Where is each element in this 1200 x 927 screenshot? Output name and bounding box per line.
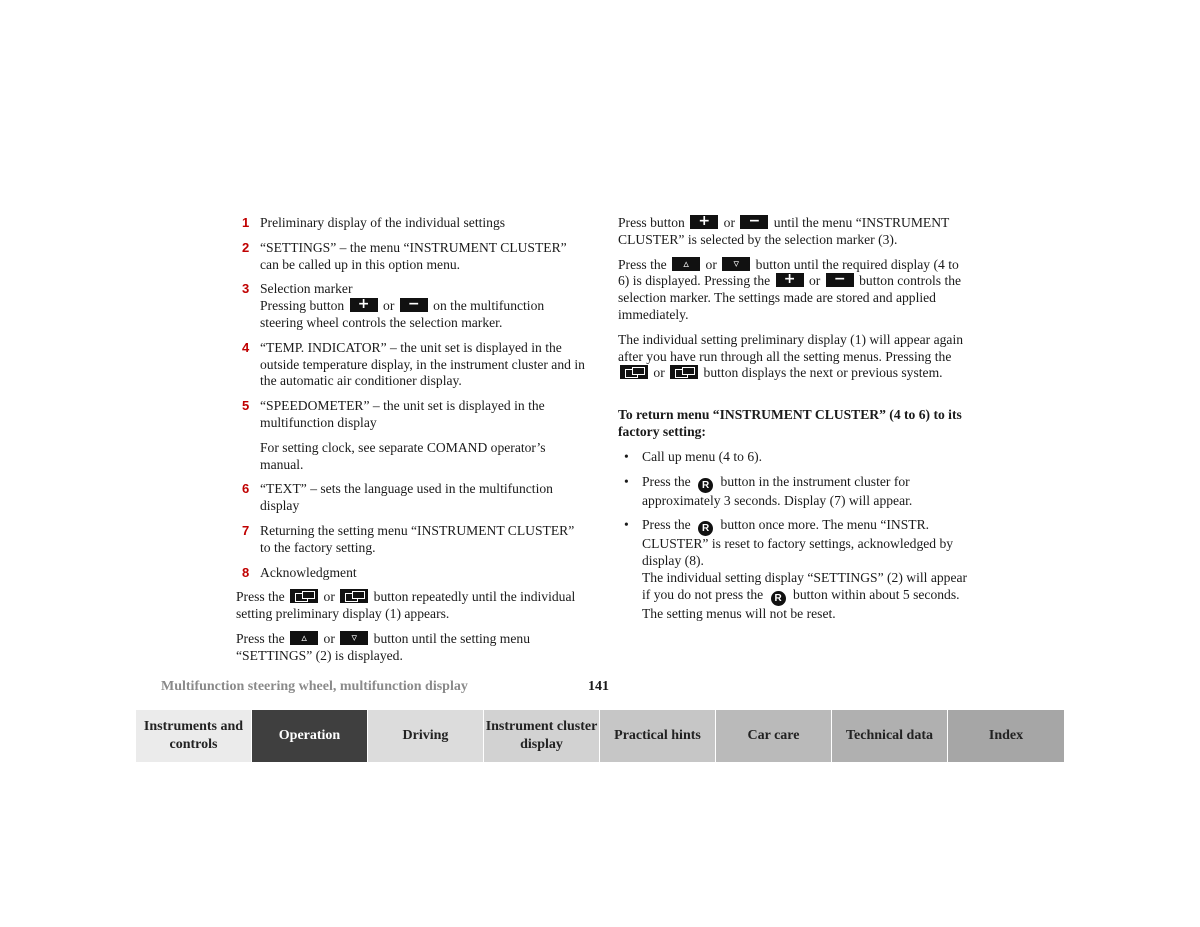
list-item xyxy=(236,281,586,331)
minus-key-icon: − xyxy=(740,215,768,229)
chapter-nav xyxy=(136,710,1064,762)
item-number: 7 xyxy=(242,522,250,538)
item-number: 1 xyxy=(242,215,250,230)
item-text: Preliminary display of the individual settings xyxy=(260,215,506,230)
paragraph xyxy=(618,257,970,324)
tab-car-care[interactable]: Car care xyxy=(716,710,832,762)
bullet-item xyxy=(618,517,970,622)
text: button within about 5 seconds. The setting menus will not be reset. xyxy=(642,586,960,621)
section-title: Multifunction steering wheel, multifunction display xyxy=(161,679,468,694)
reset-button-icon: R xyxy=(698,478,713,493)
bullet-item xyxy=(618,449,970,466)
reset-button-icon: R xyxy=(771,591,786,606)
section-heading: To return menu “INSTRUMENT CLUSTER” (4 to 6) to its factory setting: xyxy=(618,407,962,439)
minus-key-icon: − xyxy=(400,298,428,312)
paragraph xyxy=(236,631,586,665)
item-subtext: Pressing button xyxy=(260,298,345,314)
list-item xyxy=(236,340,586,390)
text: Press the xyxy=(642,473,691,489)
scroll-down-key-icon: ▿ xyxy=(722,257,750,271)
item-text: Acknowledgment xyxy=(260,564,357,580)
plus-key-icon: + xyxy=(350,298,378,312)
list-item xyxy=(236,215,586,232)
item-number: 4 xyxy=(242,339,250,355)
text: Call up menu (4 to 6). xyxy=(642,448,763,464)
tab-driving[interactable]: Driving xyxy=(368,710,484,762)
item-number: 6 xyxy=(242,481,250,497)
scroll-up-key-icon: ▵ xyxy=(290,631,318,645)
scroll-up-key-icon: ▵ xyxy=(672,257,700,271)
system-next-key-icon xyxy=(670,365,698,379)
text: button repeatedly until the individual setting preliminary display (1) appears. xyxy=(236,589,576,622)
tab-index[interactable]: Index xyxy=(948,710,1064,762)
paragraph xyxy=(236,589,586,623)
text: Press the xyxy=(236,589,285,605)
tab-practical-hints[interactable]: Practical hints xyxy=(600,710,716,762)
text: Press button xyxy=(618,215,685,230)
right-column xyxy=(618,215,970,631)
or-text: or xyxy=(653,365,665,381)
item-text: “SETTINGS” – the menu “INSTRUMENT CLUSTER” can be called up in this option menu. xyxy=(260,239,567,272)
system-prev-key-icon xyxy=(620,365,648,379)
or-text: or xyxy=(723,215,735,230)
text: The individual setting display “SETTINGS” (2) will appear if you do not press the xyxy=(642,569,968,602)
text: button until the setting menu “SETTINGS” (2) is displayed. xyxy=(236,630,530,663)
list-item xyxy=(236,523,586,557)
paragraph xyxy=(618,332,970,382)
item-number: 8 xyxy=(242,564,250,580)
tab-instruments-and-controls[interactable]: Instruments and controls xyxy=(136,710,252,762)
list-item xyxy=(236,398,586,473)
left-column xyxy=(236,215,586,673)
or-text: or xyxy=(383,298,395,314)
tab-operation[interactable]: Operation xyxy=(252,710,368,762)
text: Press the xyxy=(618,256,667,272)
item-number: 2 xyxy=(242,239,250,255)
bullet-icon: • xyxy=(624,517,629,533)
bullet-icon: • xyxy=(624,448,629,464)
reset-button-icon: R xyxy=(698,521,713,536)
page-number: 141 xyxy=(588,679,609,694)
list-item xyxy=(236,565,586,582)
text: button controls the selection marker. The settings made are stored and applied immediately. xyxy=(618,273,962,322)
or-text: or xyxy=(808,273,821,289)
text: button once more. The menu “INSTR. CLUSTER” is reset to factory settings, acknowledged by display (8). xyxy=(642,517,954,569)
item-text: “TEMP. INDICATOR” – the unit set is displayed in the outside temperature display, in the instrument cluster and in the automatic air conditioner display. xyxy=(260,339,585,389)
item-number: 5 xyxy=(242,398,250,414)
plus-key-icon: + xyxy=(690,215,718,229)
system-prev-key-icon xyxy=(290,589,318,603)
text: The individual setting preliminary display (1) will appear again after you have run through all the setting menus. Pressing the xyxy=(618,331,964,364)
or-text: or xyxy=(323,630,335,646)
item-note: For setting clock, see separate COMAND operator’s manual. xyxy=(260,439,546,472)
or-text: or xyxy=(705,256,717,272)
tab-technical-data[interactable]: Technical data xyxy=(832,710,948,762)
paragraph xyxy=(618,215,970,249)
system-next-key-icon xyxy=(340,589,368,603)
tab-instrument-cluster-display[interactable]: Instrument cluster display xyxy=(484,710,600,762)
text: button displays the next or previous system. xyxy=(703,365,943,381)
scroll-down-key-icon: ▿ xyxy=(340,631,368,645)
text: button in the instrument cluster for approximately 3 seconds. Display (7) will appear. xyxy=(642,473,913,508)
item-number: 3 xyxy=(242,281,250,297)
text: Press the xyxy=(642,517,691,533)
list-item xyxy=(236,481,586,515)
bullet-item xyxy=(618,474,970,510)
bullet-icon: • xyxy=(624,473,629,489)
item-text: “TEXT” – sets the language used in the multifunction display xyxy=(260,481,553,514)
text: Press the xyxy=(236,630,285,646)
plus-key-icon: + xyxy=(776,273,804,287)
text: button until the required display (4 to 6) is displayed. Pressing the xyxy=(618,256,959,289)
item-text: Returning the setting menu “INSTRUMENT CLUSTER” to the factory setting. xyxy=(260,522,575,555)
minus-key-icon: − xyxy=(826,273,854,287)
item-subtext: on the multifunction steering wheel controls the selection marker. xyxy=(260,298,545,330)
list-item xyxy=(236,240,586,274)
item-text: “SPEEDOMETER” – the unit set is displayed in the multifunction display xyxy=(260,398,545,430)
text: until the menu “INSTRUMENT CLUSTER” is selected by the selection marker (3). xyxy=(618,215,950,247)
or-text: or xyxy=(323,589,335,605)
item-text: Selection marker xyxy=(260,281,353,297)
